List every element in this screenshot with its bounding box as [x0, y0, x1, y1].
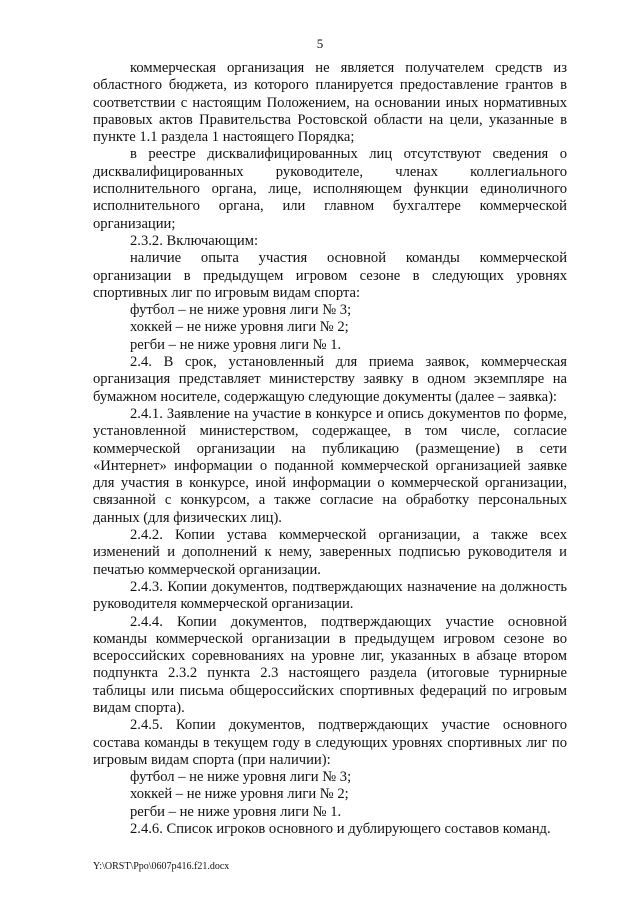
paragraph-disqualified-registry: в реестре дисквалифицированных лиц отсутствуют сведения о дисквалифицированных руководителе, членах коллегиального исполнительного органа, лице, исполняющем функции единоличного исполнительного органа, или главном бухгалтере коммерческой организации;	[93, 146, 567, 232]
page-number: 5	[316, 36, 324, 51]
paragraph-league-experience: наличие опыта участия основной команды коммерческой организации в предыдущем игровом сезоне в следующих уровнях спортивных лиг по игровым видам спорта:	[93, 250, 567, 301]
document-body	[93, 60, 567, 838]
paragraph-2-4-6: 2.4.6. Список игроков основного и дублирующего составов команд.	[130, 821, 551, 838]
paragraph-2-4-5: 2.4.5. Копии документов, подтверждающих участие основного состава команды в текущем году в следующих уровнях спортивных лиг по игровым видам спорта (при наличии):	[93, 717, 567, 768]
paragraph-2-4: 2.4. В срок, установленный для приема заявок, коммерческая организация представляет министерству заявку в одном экземпляре на бумажном носителе, содержащую следующие документы (далее – заявка):	[93, 354, 567, 405]
list-item-hockey: хоккей – не ниже уровня лиги № 2;	[130, 319, 349, 336]
footer-file-path: Y:\ORST\Ppo\0607p416.f21.docx	[93, 861, 230, 872]
paragraph-not-grant-recipient: коммерческая организация не является получателем средств из областного бюджета, из которого планируется предоставление грантов в соответствии с настоящим Положением, на основании иных нормативных правовых актов Правительства Ростовской области на цели, указанные в пункте 1.1 раздела 1 настоящего Порядка;	[93, 60, 567, 146]
paragraph-2-4-3: 2.4.3. Копии документов, подтверждающих назначение на должность руководителя коммерческой организации.	[93, 578, 567, 613]
list-item-rugby-current: регби – не ниже уровня лиги № 1.	[130, 803, 342, 820]
list-item-football-current: футбол – не ниже уровня лиги № 3;	[130, 769, 352, 786]
list-item-rugby: регби – не ниже уровня лиги № 1.	[130, 336, 342, 353]
paragraph-2-4-1: 2.4.1. Заявление на участие в конкурсе и опись документов по форме, установленной министерством, содержащее, в том числе, согласие коммерческой организации на публикацию (размещение) в сети «Интернет» информации о поданной коммерческой организацией заявке для участия в конкурсе, иной информации о коммерческой организации, связанной с конкурсом, а также согласие на обработку персональных данных (для физических лиц).	[93, 405, 567, 526]
paragraph-2-4-4: 2.4.4. Копии документов, подтверждающих участие основной команды коммерческой организации в предыдущем игровом сезоне во всероссийских соревнованиях на уровне лиг, указанных в абзаце втором подпункта 2.3.2 пункта 2.3 настоящего раздела (итоговые турнирные таблицы или письма общероссийских спортивных федераций по игровым видам спорта).	[93, 613, 567, 716]
list-item-hockey-current: хоккей – не ниже уровня лиги № 2;	[130, 786, 349, 803]
list-item-football: футбол – не ниже уровня лиги № 3;	[130, 302, 352, 319]
paragraph-2-3-2: 2.3.2. Включающим:	[130, 232, 258, 249]
paragraph-2-4-2: 2.4.2. Копии устава коммерческой организации, а также всех изменений и дополнений к нему, заверенных подписью руководителя и печатью коммерческой организации.	[93, 527, 567, 578]
